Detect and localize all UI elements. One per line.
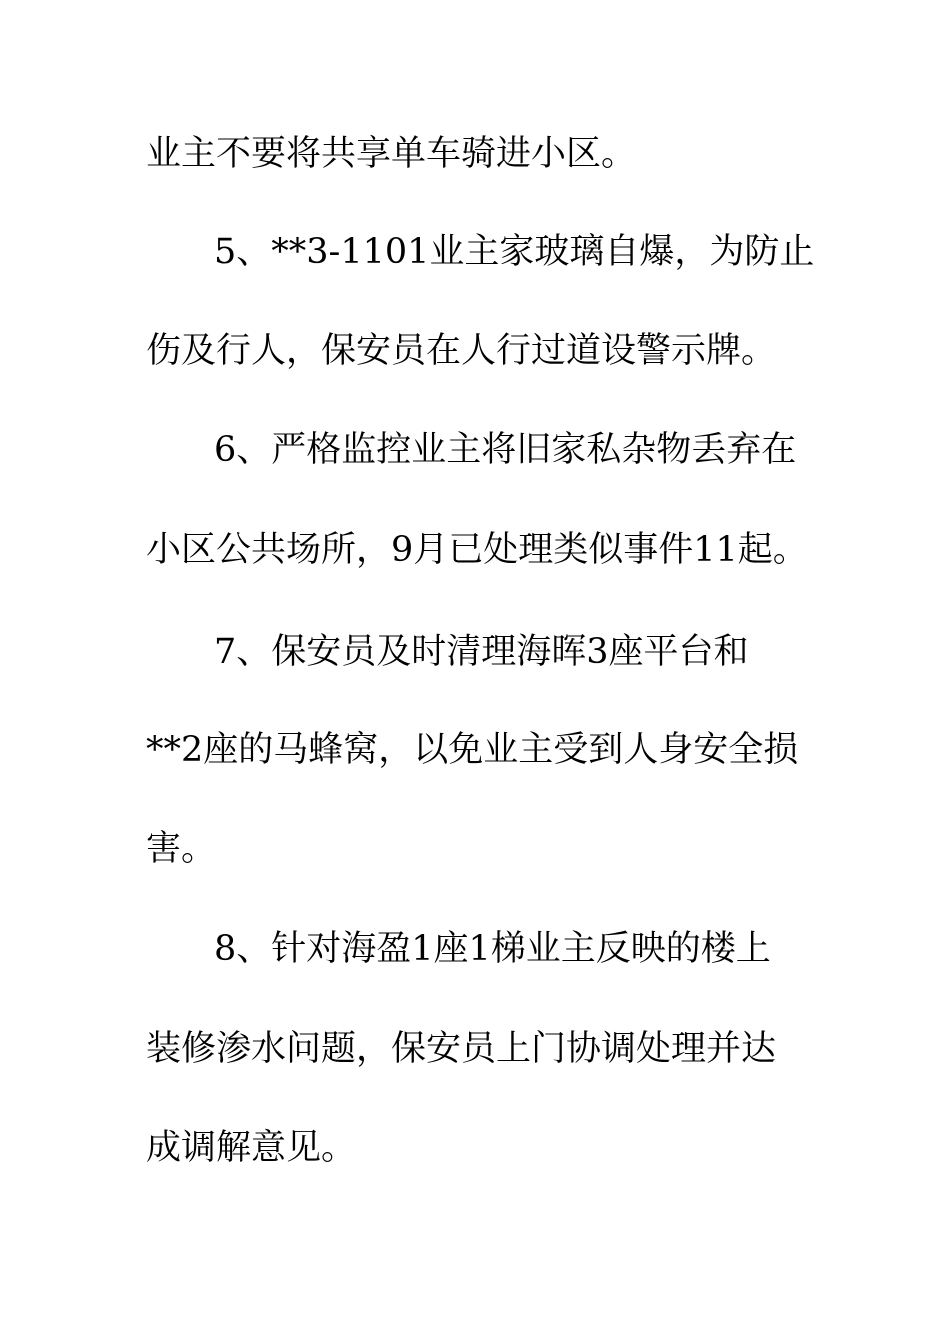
- text-line-7: **2座的马蜂窝，以免业主受到人身安全损: [146, 730, 799, 770]
- text-line-8: 害。: [146, 829, 217, 869]
- text-line-item-8: 8、针对海盈1座1梯业主反映的楼上: [214, 929, 771, 969]
- text-line-3: 伤及行人，保安员在人行过道设警示牌。: [146, 331, 777, 371]
- text-line-item-5: 5、**3-1101业主家玻璃自爆，为防止: [214, 232, 815, 272]
- text-line-11: 成调解意见。: [146, 1128, 357, 1168]
- text-line-10: 装修渗水问题，保安员上门协调处理并达: [146, 1029, 777, 1069]
- text-line-item-7: 7、保安员及时清理海晖3座平台和: [214, 632, 749, 672]
- text-line-item-6: 6、严格监控业主将旧家私杂物丢弃在: [214, 430, 797, 470]
- text-line-1: 业主不要将共享单车骑进小区。: [146, 134, 637, 174]
- text-line-5: 小区公共场所，9月已处理类似事件11起。: [146, 530, 808, 570]
